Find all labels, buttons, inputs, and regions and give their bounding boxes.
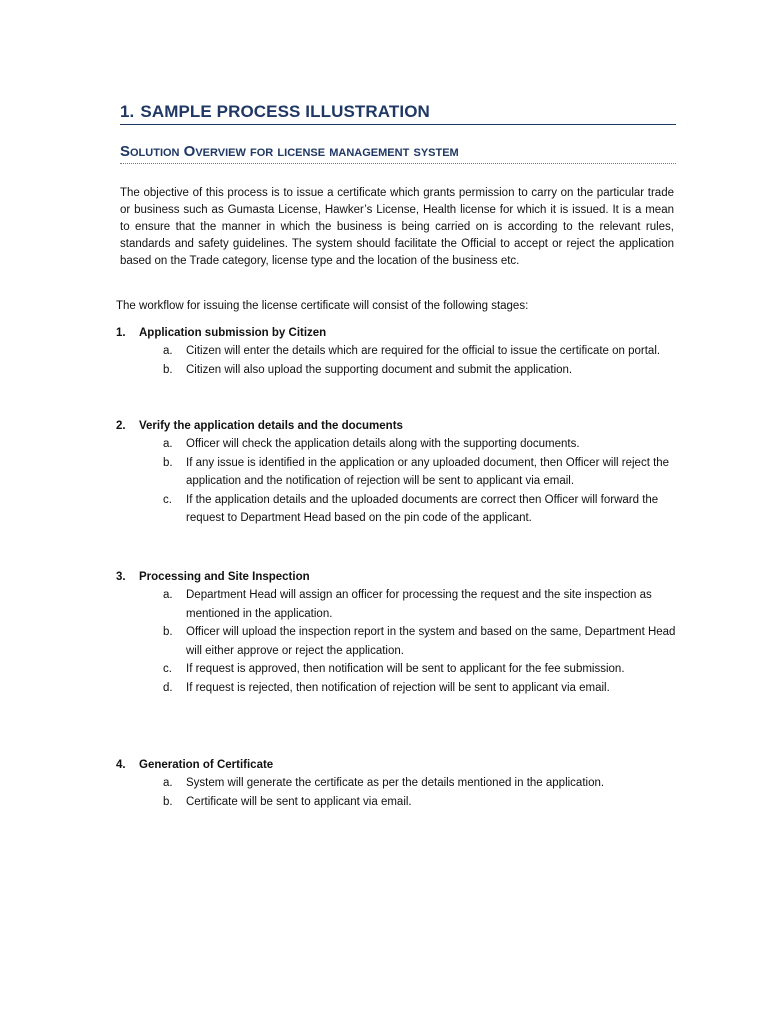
stage-title-text: Verify the application details and the documents <box>139 420 403 432</box>
list-item <box>116 454 676 491</box>
item-letter: a. <box>163 777 173 789</box>
item-letter: d. <box>163 681 173 694</box>
section-number: 1. <box>120 102 135 121</box>
item-text: System will generate the certificate as per the details mentioned in the application. <box>186 777 605 789</box>
stage-items <box>116 342 676 379</box>
stage-4 <box>116 756 676 811</box>
item-letter: c. <box>163 663 172 675</box>
item-letter: a. <box>163 438 173 450</box>
stage-2 <box>116 417 676 528</box>
item-text: If request is rejected, then notification of rejection will be sent to applicant via email. <box>186 681 610 694</box>
stage-items <box>116 774 676 811</box>
item-letter: b. <box>163 363 173 376</box>
item-text: If any issue is identified in the application or any uploaded document, then Officer will reject the application and the notification of rejection will be sent to applicant via email. <box>186 456 670 487</box>
item-letter: b. <box>163 456 173 469</box>
list-item <box>116 491 676 528</box>
item-text: Officer will check the application details along with the supporting documents. <box>186 438 580 450</box>
section-subheading: Solution Overview for license management system <box>120 143 676 164</box>
stage-number: 3. <box>116 571 126 583</box>
list-item <box>116 435 676 454</box>
stage-1 <box>116 324 676 379</box>
item-letter: c. <box>163 493 172 506</box>
list-item <box>116 342 676 361</box>
item-text: If the application details and the uploaded documents are correct then Officer will forward the request to Department Head based on the pin code of the applicant. <box>186 493 659 524</box>
list-item <box>116 361 676 380</box>
stage-title <box>116 324 676 342</box>
stage-title-text: Application submission by Citizen <box>139 327 327 339</box>
item-text: If request is approved, then notification will be sent to applicant for the fee submission. <box>186 663 625 675</box>
stage-3 <box>116 568 676 697</box>
section-heading <box>120 102 676 125</box>
list-item <box>116 623 676 660</box>
item-text: Citizen will also upload the supporting document and submit the application. <box>186 363 573 376</box>
stage-items <box>116 586 676 697</box>
stage-title <box>116 568 676 586</box>
list-item <box>116 774 676 793</box>
list-item <box>116 660 676 679</box>
item-letter: a. <box>163 589 173 601</box>
item-text: Department Head will assign an officer for processing the request and the site inspection as mentioned in the application. <box>186 589 652 620</box>
section-title: SAMPLE PROCESS ILLUSTRATION <box>140 102 430 121</box>
stage-title-text: Generation of Certificate <box>139 759 274 771</box>
item-letter: b. <box>163 626 173 638</box>
stage-items <box>116 435 676 528</box>
stage-number: 2. <box>116 420 126 432</box>
list-item <box>116 679 676 698</box>
stage-title <box>116 756 676 774</box>
objective-paragraph: The objective of this process is to issue a certificate which grants permission to carry on the particular trade or business such as Gumasta License, Hawker’s License, Health license for which it is issued. It is a mean to ensure that the manner in which the business is being carried on is according to the relevant rules, standards and safety guidelines. The system should facilitate the Official to accept or reject the application based on the Trade category, license type and the location of the business etc. <box>120 187 674 267</box>
item-text: Officer will upload the inspection report in the system and based on the same, Department Head will either approve or reject the application. <box>186 626 676 657</box>
item-text: Citizen will enter the details which are required for the official to issue the certificate on portal. <box>186 345 661 357</box>
item-letter: b. <box>163 795 173 808</box>
list-item <box>116 793 676 812</box>
item-letter: a. <box>163 345 173 357</box>
stage-number: 1. <box>116 327 126 339</box>
workflow-intro: The workflow for issuing the license certificate will consist of the following stages: <box>116 300 529 312</box>
list-item <box>116 586 676 623</box>
item-text: Certificate will be sent to applicant via email. <box>186 795 412 808</box>
stage-number: 4. <box>116 759 126 771</box>
stage-title-text: Processing and Site Inspection <box>139 571 310 583</box>
stage-title <box>116 417 676 435</box>
